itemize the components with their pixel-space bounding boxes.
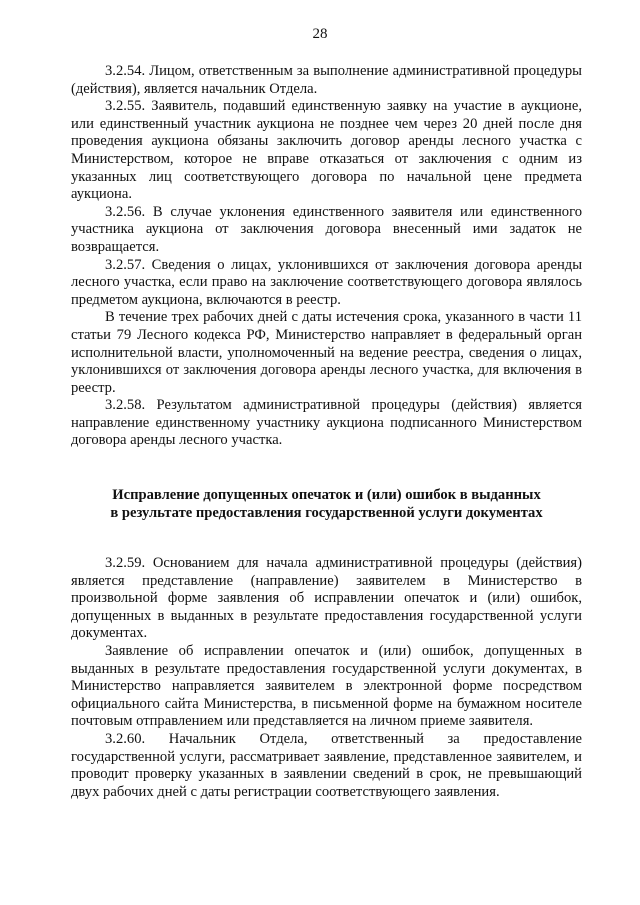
paragraph-3-2-55: 3.2.55. Заявитель, подавший единственную заявку на участие в аукционе, или единственный участник аукциона не позднее чем через 20 дней после дня проведения аукциона обязаны заключить договор аренды лесного участка с Министерством, которое не вправе отказаться от заключения с одним из указанных лиц соответствующего договора по начальной цене предмета аукциона.: [71, 98, 582, 203]
paragraph-correction-submission: Заявление об исправлении опечаток и (или) ошибок, допущенных в выданных в результате предоставления государственной услуги документах, в Министерство направляется заявителем в электронной форме посредством официального сайта Министерства, в письменной форме на бумажном носителе почтовым отправлением или представляется на личном приеме заявителя.: [71, 643, 582, 730]
paragraph-registry-deadline: В течение трех рабочих дней с даты истечения срока, указанного в части 11 статьи 79 Лесного кодекса РФ, Министерство направляет в федеральный орган исполнительной власти, уполномоченный на ведение реестра, сведения о лицах, уклонившихся от заключения договора аренды лесного участка, для включения в реестр.: [71, 309, 582, 396]
section-heading: [71, 486, 582, 522]
page-number: 28: [312, 26, 328, 42]
paragraph-3-2-60: 3.2.60. Начальник Отдела, ответственный за предоставление государственной услуги, рассматривает заявление, представленное заявителем, и проводит проверку указанных в заявлении сведений в срок, не превышающий двух рабочих дней с даты регистрации соответствующего заявления.: [71, 731, 582, 800]
document-body: [71, 63, 582, 801]
paragraph-3-2-54: 3.2.54. Лицом, ответственным за выполнение административной процедуры (действия), является начальник Отдела.: [71, 63, 582, 97]
paragraph-3-2-58: 3.2.58. Результатом административной процедуры (действия) является направление единственному участнику аукциона подписанного Министерством договора аренды лесного участка.: [71, 397, 582, 449]
section-heading-line-2: в результате предоставления государственной услуги документах: [110, 505, 543, 522]
section-heading-line-1: Исправление допущенных опечаток и (или) ошибок в выданных: [112, 487, 541, 504]
paragraph-3-2-56: 3.2.56. В случае уклонения единственного заявителя или единственного участника аукциона от заключения договора внесенный ими задаток не возвращается.: [71, 203, 582, 255]
paragraph-3-2-59: 3.2.59. Основанием для начала административной процедуры (действия) является представление (направление) заявителем в Министерство в произвольной форме заявления об исправлении опечаток и (или) ошибок, допущенных в выданных в результате предоставления государственной услуги документах.: [71, 555, 582, 642]
paragraph-3-2-57: 3.2.57. Сведения о лицах, уклонившихся от заключения договора аренды лесного участка, если право на заключение соответствующего договора являлось предметом аукциона, включаются в реестр.: [71, 256, 582, 308]
